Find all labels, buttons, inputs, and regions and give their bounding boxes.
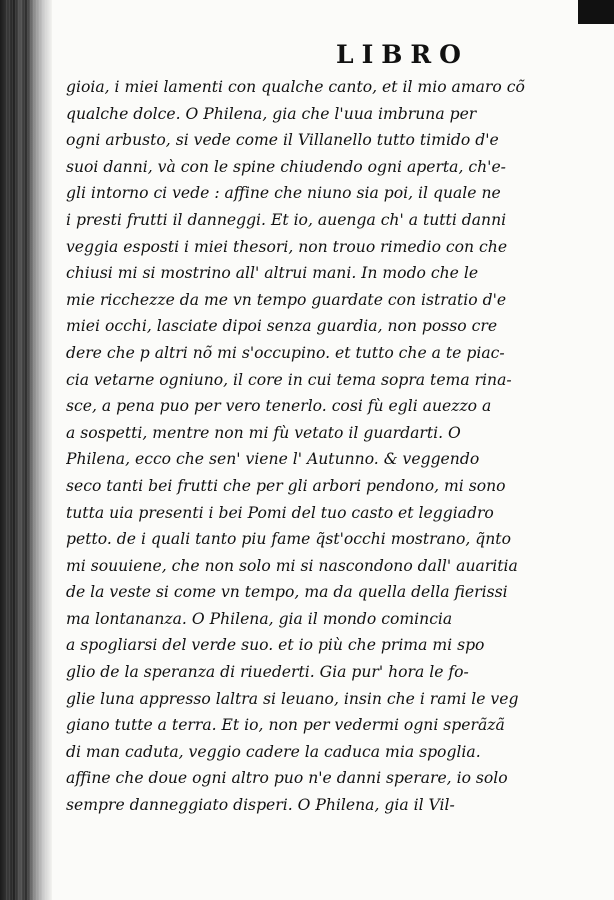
text-line: sce, a pena puo per vero tenerlo. cosi fù egli auezzo a xyxy=(66,397,492,416)
text-line: mi souuiene, che non solo mi si nascondono dall' auaritia xyxy=(66,556,518,575)
body-text xyxy=(66,74,602,819)
text-line: chiusi mi si mostrino all' altrui mani. In modo che le xyxy=(66,264,479,283)
text-line: suoi danni, và con le spine chiudendo ogni aperta, ch'e- xyxy=(66,157,506,176)
text-line: glio de la speranza di riuederti. Gia pur' hora le fo- xyxy=(66,663,469,682)
text-line: di man caduta, veggio cadere la caduca mia spoglia. xyxy=(66,742,481,761)
running-header: LIBRO xyxy=(336,40,469,69)
text-line: i presti frutti il danneggi. Et io, auenga ch' a tutti danni xyxy=(66,210,507,229)
text-line: gli intorno ci vede : affine che niuno sia poi, il quale ne xyxy=(66,184,501,203)
text-line: miei occhi, lasciate dipoi senza guardia, non posso cre xyxy=(66,317,498,336)
text-line: de la veste si come vn tempo, ma da quella della fierissi xyxy=(66,583,508,602)
text-line: a spogliarsi del verde suo. et io più che prima mi spo xyxy=(66,636,485,655)
text-line: ogni arbusto, si vede come il Villanello tutto timido d'e xyxy=(66,131,499,150)
text-line: a sospetti, mentre non mi fù vetato il guardarti. O xyxy=(66,423,461,442)
text-line: dere che p altri nõ mi s'occupino. et tutto che a te piac- xyxy=(66,343,505,362)
text-line: glie luna appresso laltra si leuano, insin che i rami le veg xyxy=(66,689,519,708)
text-line: veggia esposti i miei thesori, non trouo rimedio con che xyxy=(66,237,508,256)
text-line: sempre danneggiato disperi. O Philena, gia il Vil- xyxy=(66,796,455,815)
text-line: mie ricchezze da me vn tempo guardate con istratio d'e xyxy=(66,290,507,309)
text-line: seco tanti bei frutti che per gli arbori pendono, mi sono xyxy=(66,476,506,495)
dark-corner xyxy=(578,0,614,24)
text-line: ma lontananza. O Philena, gia il mondo comincia xyxy=(66,609,453,628)
text-line: qualche dolce. O Philena, gia che l'uua imbruna per xyxy=(66,104,477,123)
text-line: Philena, ecco che sen' viene l' Autunno. & veggendo xyxy=(66,450,480,469)
page-edges xyxy=(4,0,48,900)
text-line: cia vetarne ogniuno, il core in cui tema sopra tema rina- xyxy=(66,370,512,389)
text-line: gioia, i miei lamenti con qualche canto, et il mio amaro cõ xyxy=(66,78,525,96)
text-line: affine che doue ogni altro puo n'e danni sperare, io solo xyxy=(66,769,508,788)
text-line: giano tutte a terra. Et io, non per vedermi ogni sperãzã xyxy=(66,716,505,735)
text-line: tutta uia presenti i bei Pomi del tuo casto et leggiadro xyxy=(66,503,494,522)
text-line: petto. de i quali tanto piu fame q̃st'occhi mostrano, q̃nto xyxy=(66,530,511,549)
